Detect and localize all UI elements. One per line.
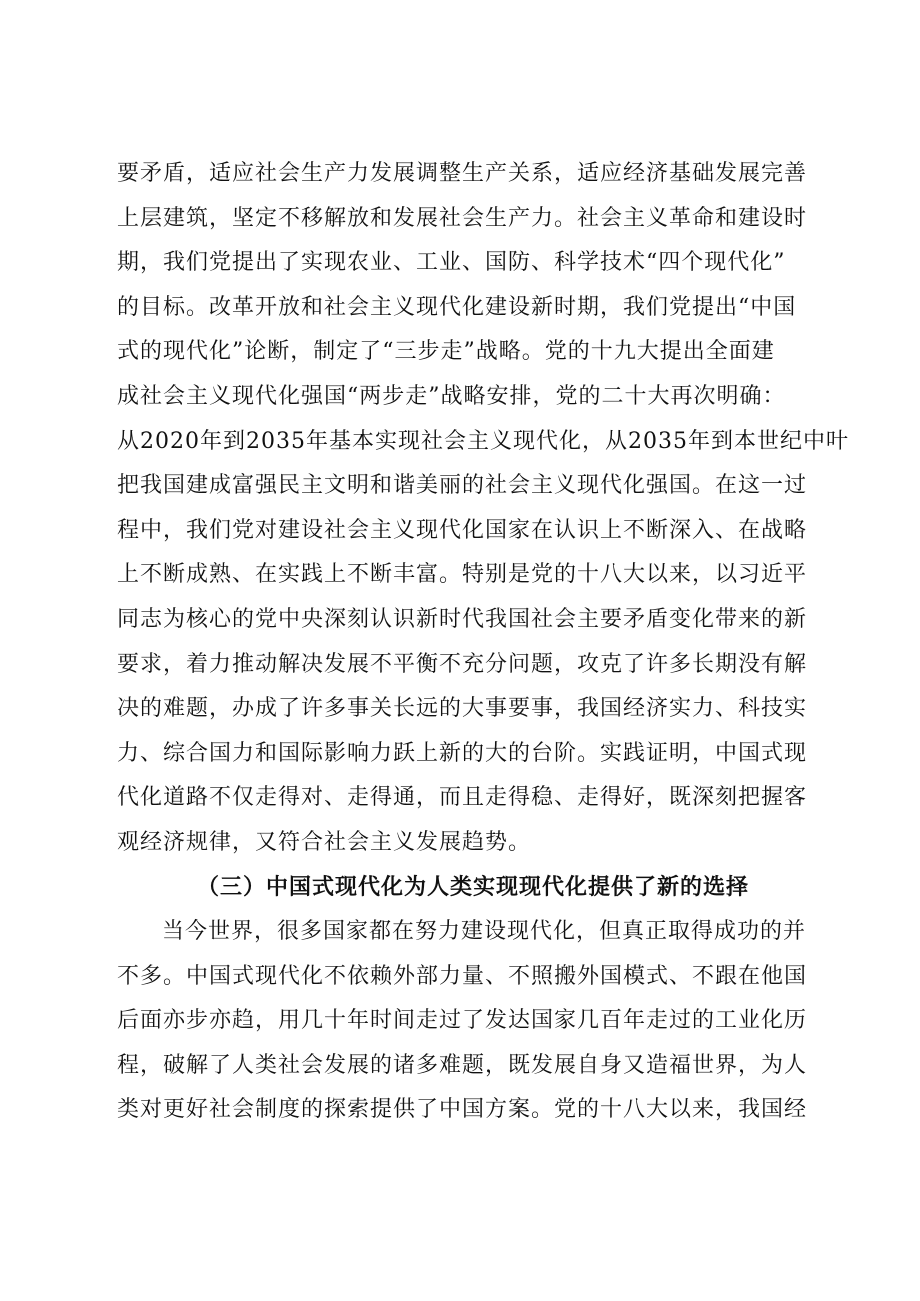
text-line: 把我国建成富强民主文明和谐美丽的社会主义现代化强国。在这一过 [117,473,808,499]
text-line: 的目标。改革开放和社会主义现代化建设新时期，我们党提出“中国 [117,294,797,320]
text-line: 上不断成熟、在实践上不断丰富。特别是党的十八大以来，以习近平 [117,562,808,588]
text-line: 不多。中国式现代化不依赖外部力量、不照搬外国模式、不跟在他国 [117,963,808,989]
text-line: 成社会主义现代化强国“两步走”战略安排，党的二十大再次明确： [117,383,786,409]
text-line: 类对更好社会制度的探索提供了中国方案。党的十八大以来，我国经 [117,1097,808,1123]
text-line: 程，破解了人类社会发展的诸多难题，既发展自身又造福世界，为人 [117,1052,808,1078]
text-line: 观经济规律，又符合社会主义发展趋势。 [117,829,532,855]
section-heading: （三）中国式现代化为人类实现现代化提供了新的选择 [197,874,750,900]
text-line: 程中，我们党对建设社会主义现代化国家在认识上不断深入、在战略 [117,517,808,543]
paragraph-continued [117,152,849,866]
document-body [117,152,849,1133]
text-line: 从2020年到2035年基本实现社会主义现代化，从2035年到本世纪中叶 [117,428,849,454]
text-line: 后面亦步亦趋，用几十年时间走过了发达国家几百年走过的工业化历 [117,1008,808,1034]
text-line: 期，我们党提出了实现农业、工业、国防、科学技术“四个现代化” [117,250,786,276]
text-line: 力、综合国力和国际影响力跃上新的大的台阶。实践证明，中国式现 [117,740,808,766]
paragraph-new [117,910,808,1133]
text-line: 同志为核心的党中央深刻认识新时代我国社会主要矛盾变化带来的新 [117,606,808,632]
text-line: 决的难题，办成了许多事关长远的大事要事，我国经济实力、科技实 [117,696,808,722]
text-line: 上层建筑，坚定不移解放和发展社会生产力。社会主义革命和建设时 [117,205,808,231]
text-line: 要矛盾，适应社会生产力发展调整生产关系，适应经济基础发展完善 [117,161,808,186]
text-line: 要求，着力推动解决发展不平衡不充分问题，攻克了许多长期没有解 [117,651,808,677]
text-line: 代化道路不仅走得对、走得通，而且走得稳、走得好，既深刻把握客 [117,785,808,811]
text-line: 当今世界，很多国家都在努力建设现代化，但真正取得成功的并 [162,919,807,945]
text-line: 式的现代化”论断，制定了“三步走”战略。党的十九大提出全面建 [117,339,775,365]
